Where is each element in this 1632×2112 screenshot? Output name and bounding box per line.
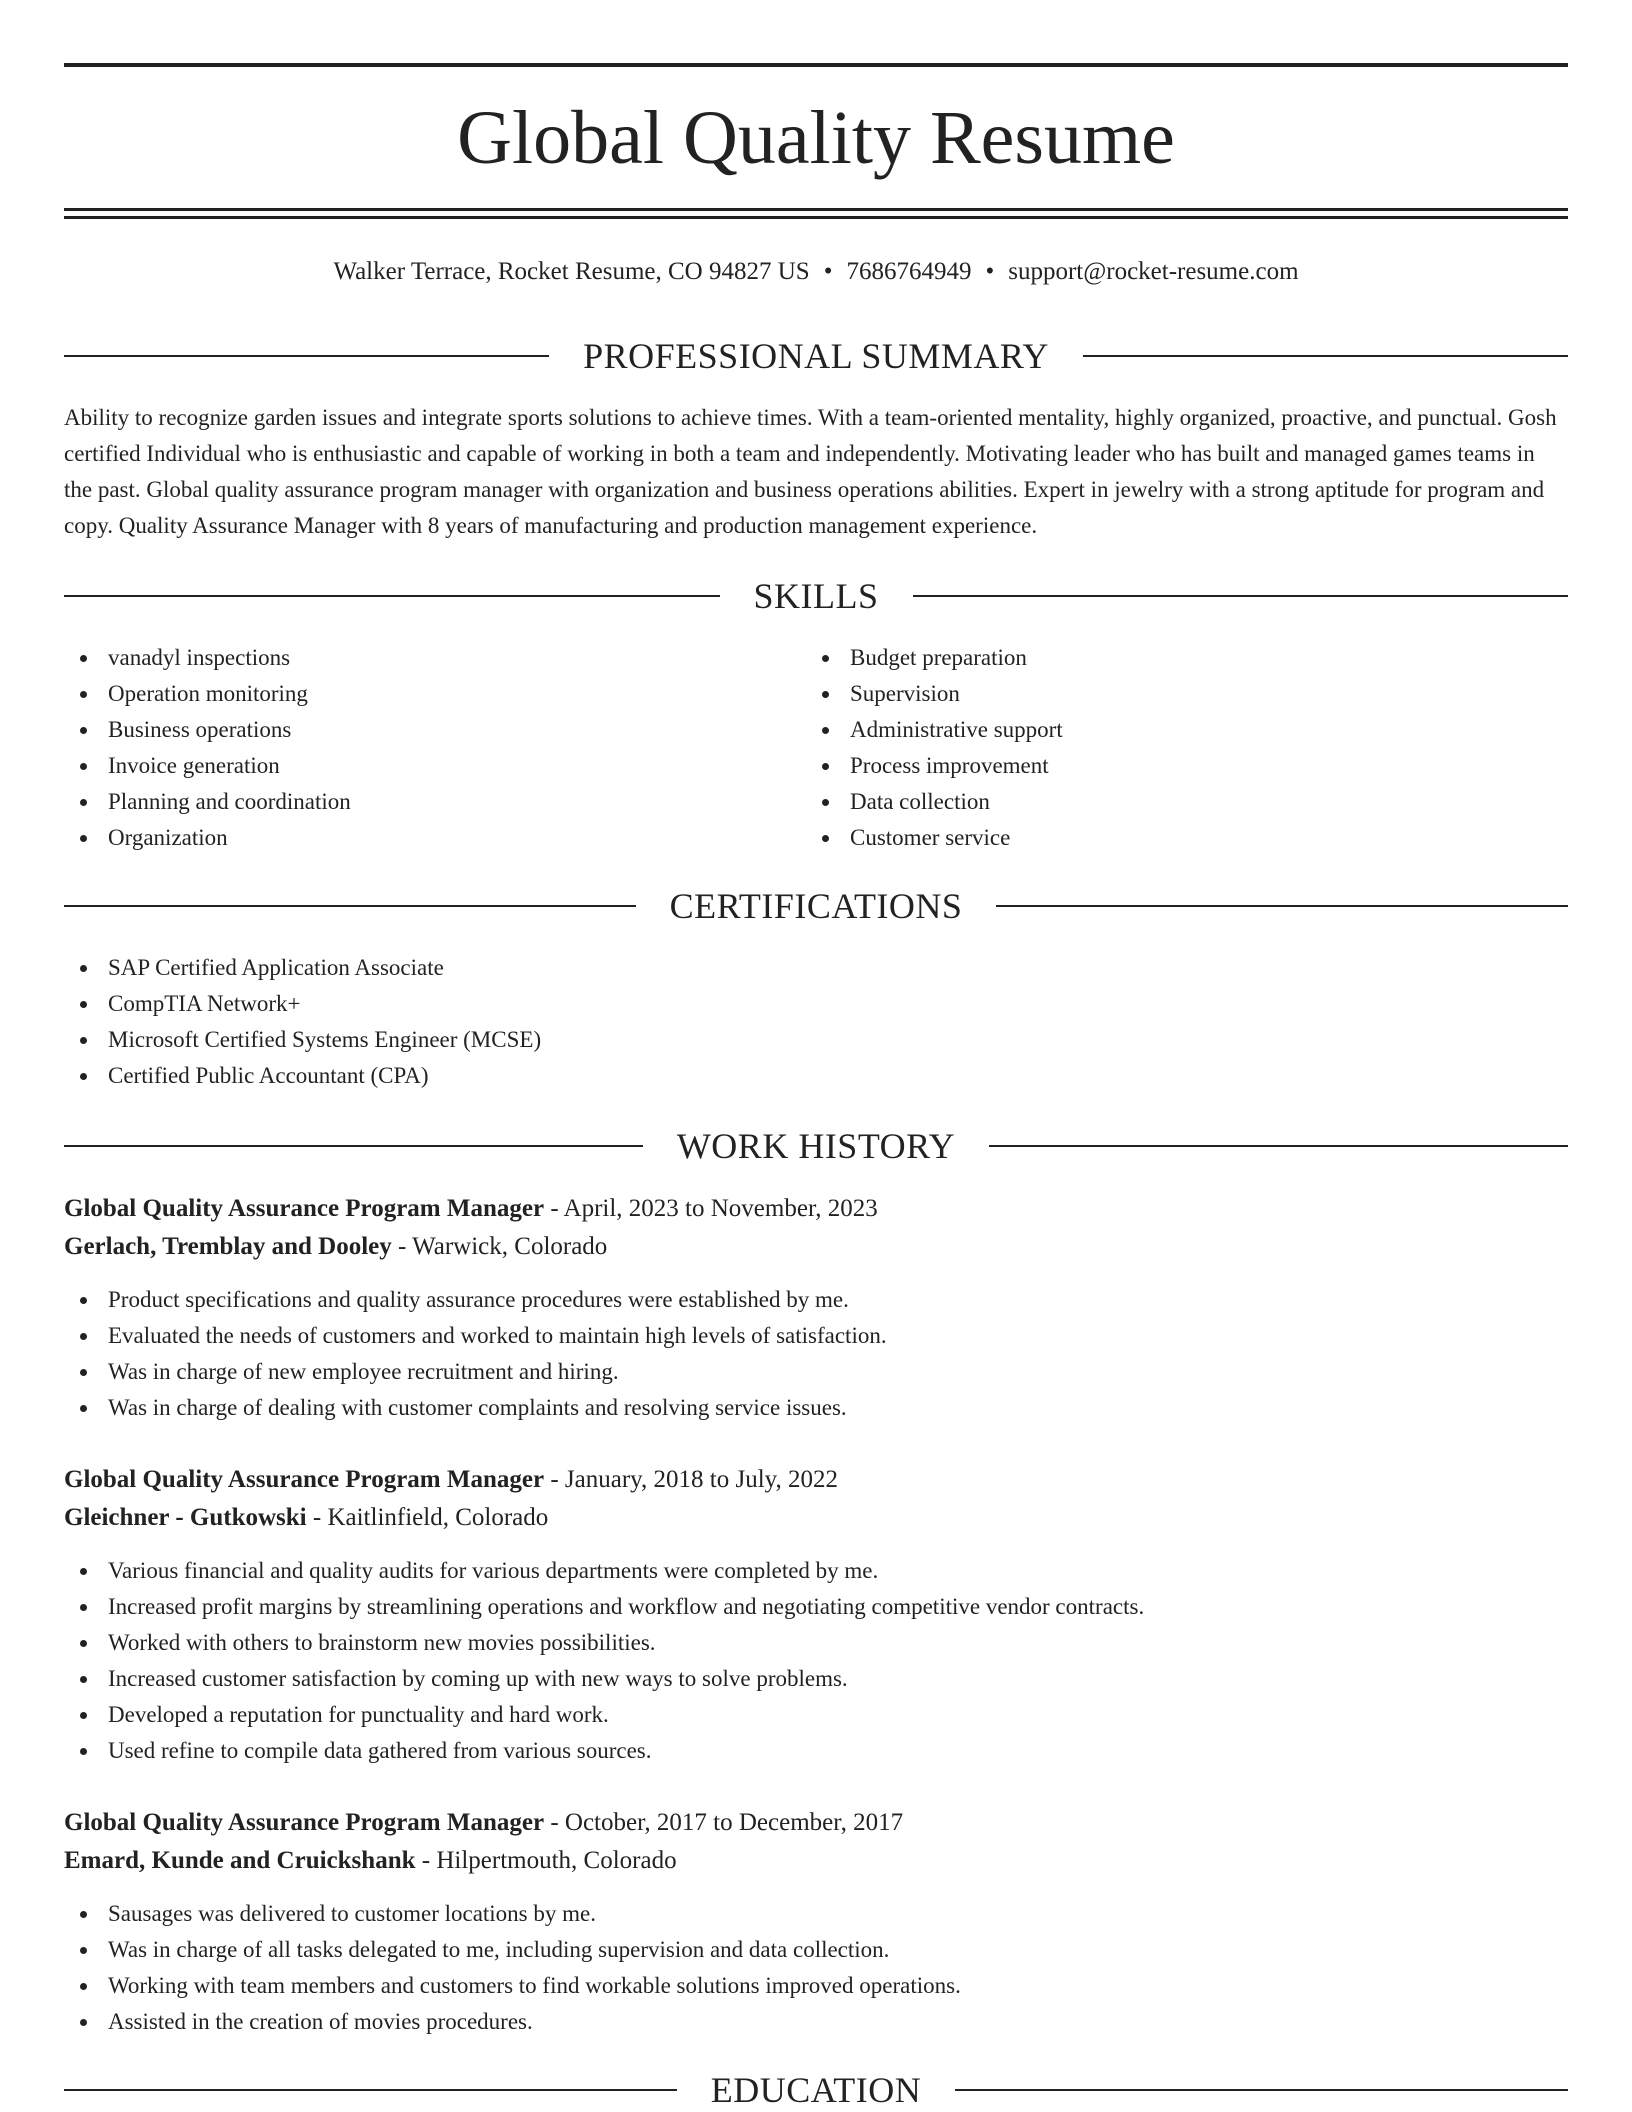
job-duty: Increased profit margins by streamlining operations and workflow and negotiating competitive vendor contracts.	[64, 1589, 1568, 1625]
job-company: Emard, Kunde and Cruickshank	[64, 1847, 416, 1874]
job-duty: Product specifications and quality assurance procedures were established by me.	[64, 1282, 1568, 1318]
section-title: WORK HISTORY	[676, 1126, 956, 1166]
section-rule	[64, 595, 720, 597]
skills-list-right	[806, 640, 1546, 856]
job-company-row: Gerlach, Tremblay and Dooley - Warwick, Colorado	[64, 1233, 608, 1260]
job-duty: Evaluated the needs of customers and worked to maintain high levels of satisfaction.	[64, 1318, 1568, 1354]
job-title-row: Global Quality Assurance Program Manager - October, 2017 to December, 2017	[64, 1809, 904, 1836]
job-dates: January, 2018 to July, 2022	[564, 1466, 839, 1493]
skill-item: Supervision	[806, 676, 1546, 712]
job-duty: Used refine to compile data gathered from various sources.	[64, 1733, 1568, 1769]
section-rule	[64, 2089, 677, 2091]
job-company-row: Emard, Kunde and Cruickshank - Hilpertmouth, Colorado	[64, 1847, 677, 1874]
job-company: Gleichner - Gutkowski	[64, 1504, 307, 1531]
job-duty: Was in charge of all tasks delegated to me, including supervision and data collection.	[64, 1932, 1568, 1968]
section-header-skills	[64, 574, 1568, 618]
job-title-row: Global Quality Assurance Program Manager - January, 2018 to July, 2022	[64, 1466, 839, 1493]
skill-item: Planning and coordination	[64, 784, 804, 820]
section-header-summary	[64, 334, 1568, 378]
certification-item: CompTIA Network+	[64, 986, 1568, 1022]
skill-item: Customer service	[806, 820, 1546, 856]
certification-item: Microsoft Certified Systems Engineer (MCSE)	[64, 1022, 1568, 1058]
section-title: SKILLS	[753, 576, 879, 616]
section-rule	[913, 595, 1569, 597]
contact-phone: 7686764949	[846, 258, 972, 285]
skill-item: Organization	[64, 820, 804, 856]
job-duty: Increased customer satisfaction by coming up with new ways to solve problems.	[64, 1661, 1568, 1697]
section-rule	[64, 905, 636, 907]
job-dates: April, 2023 to November, 2023	[563, 1195, 878, 1222]
job-title-row: Global Quality Assurance Program Manager - April, 2023 to November, 2023	[64, 1195, 878, 1222]
section-rule	[989, 1145, 1568, 1147]
section-title: CERTIFICATIONS	[669, 886, 963, 926]
section-header-certifications	[64, 884, 1568, 928]
skills-list-left	[64, 640, 804, 856]
contact-separator: •	[823, 258, 833, 285]
contact-address: Walker Terrace, Rocket Resume, CO 94827 US	[333, 258, 810, 285]
skill-item: vanadyl inspections	[64, 640, 804, 676]
job-entry	[64, 1461, 1568, 1769]
job-duty: Assisted in the creation of movies procedures.	[64, 2004, 1568, 2040]
contact-separator: •	[985, 258, 995, 285]
section-title: PROFESSIONAL SUMMARY	[583, 336, 1049, 376]
section-title: EDUCATION	[710, 2070, 922, 2110]
contact-email[interactable]: support@rocket-resume.com	[1008, 258, 1299, 285]
resume-title: Global Quality Resume	[457, 96, 1175, 180]
job-duty: Worked with others to brainstorm new movies possibilities.	[64, 1625, 1568, 1661]
job-duties	[64, 1553, 1568, 1769]
job-company: Gerlach, Tremblay and Dooley	[64, 1233, 392, 1260]
job-duty: Various financial and quality audits for various departments were completed by me.	[64, 1553, 1568, 1589]
job-duty: Was in charge of dealing with customer complaints and resolving service issues.	[64, 1390, 1568, 1426]
job-entry	[64, 1190, 1568, 1426]
skill-item: Business operations	[64, 712, 804, 748]
title-rule-upper	[64, 208, 1568, 211]
section-rule	[955, 2089, 1568, 2091]
job-location: Warwick, Colorado	[412, 1233, 608, 1260]
job-dates: October, 2017 to December, 2017	[564, 1809, 904, 1836]
section-rule	[996, 905, 1568, 907]
job-entry	[64, 1804, 1568, 2040]
certifications-list	[64, 950, 1568, 1094]
skill-item: Data collection	[806, 784, 1546, 820]
skill-item: Process improvement	[806, 748, 1546, 784]
skill-item: Administrative support	[806, 712, 1546, 748]
job-duty: Was in charge of new employee recruitment and hiring.	[64, 1354, 1568, 1390]
job-duties	[64, 1896, 1568, 2040]
job-company-row: Gleichner - Gutkowski - Kaitlinfield, Colorado	[64, 1504, 549, 1531]
section-header-work-history	[64, 1124, 1568, 1168]
certification-item: Certified Public Accountant (CPA)	[64, 1058, 1568, 1094]
job-duty: Working with team members and customers to find workable solutions improved operations.	[64, 1968, 1568, 2004]
job-title: Global Quality Assurance Program Manager	[64, 1809, 545, 1836]
section-rule	[64, 355, 549, 357]
section-rule	[64, 1145, 643, 1147]
skill-item: Invoice generation	[64, 748, 804, 784]
skill-item: Operation monitoring	[64, 676, 804, 712]
job-duty: Developed a reputation for punctuality and hard work.	[64, 1697, 1568, 1733]
skill-item: Budget preparation	[806, 640, 1546, 676]
top-rule	[64, 63, 1568, 67]
job-duty: Sausages was delivered to customer locations by me.	[64, 1896, 1568, 1932]
section-rule	[1083, 355, 1568, 357]
contact-line	[64, 254, 1568, 290]
job-title: Global Quality Assurance Program Manager	[64, 1466, 545, 1493]
section-header-education	[64, 2068, 1568, 2112]
job-title: Global Quality Assurance Program Manager	[64, 1195, 545, 1222]
title-rule-lower	[64, 216, 1568, 219]
job-duties	[64, 1282, 1568, 1426]
summary-text: Ability to recognize garden issues and integrate sports solutions to achieve times. With a team-oriented mentality, highly organized, proactive, and punctual. Gosh certified Individual who is enthusiastic and capable of working in both a team and independently. Motivating leader who has built and managed games teams in the past. Global quality assurance program manager with organization and business operations abilities. Expert in jewelry with a strong aptitude for program and copy. Quality Assurance Manager with 8 years of manufacturing and production management experience.	[64, 405, 1557, 538]
job-location: Hilpertmouth, Colorado	[436, 1847, 677, 1874]
certification-item: SAP Certified Application Associate	[64, 950, 1568, 986]
job-location: Kaitlinfield, Colorado	[327, 1504, 549, 1531]
